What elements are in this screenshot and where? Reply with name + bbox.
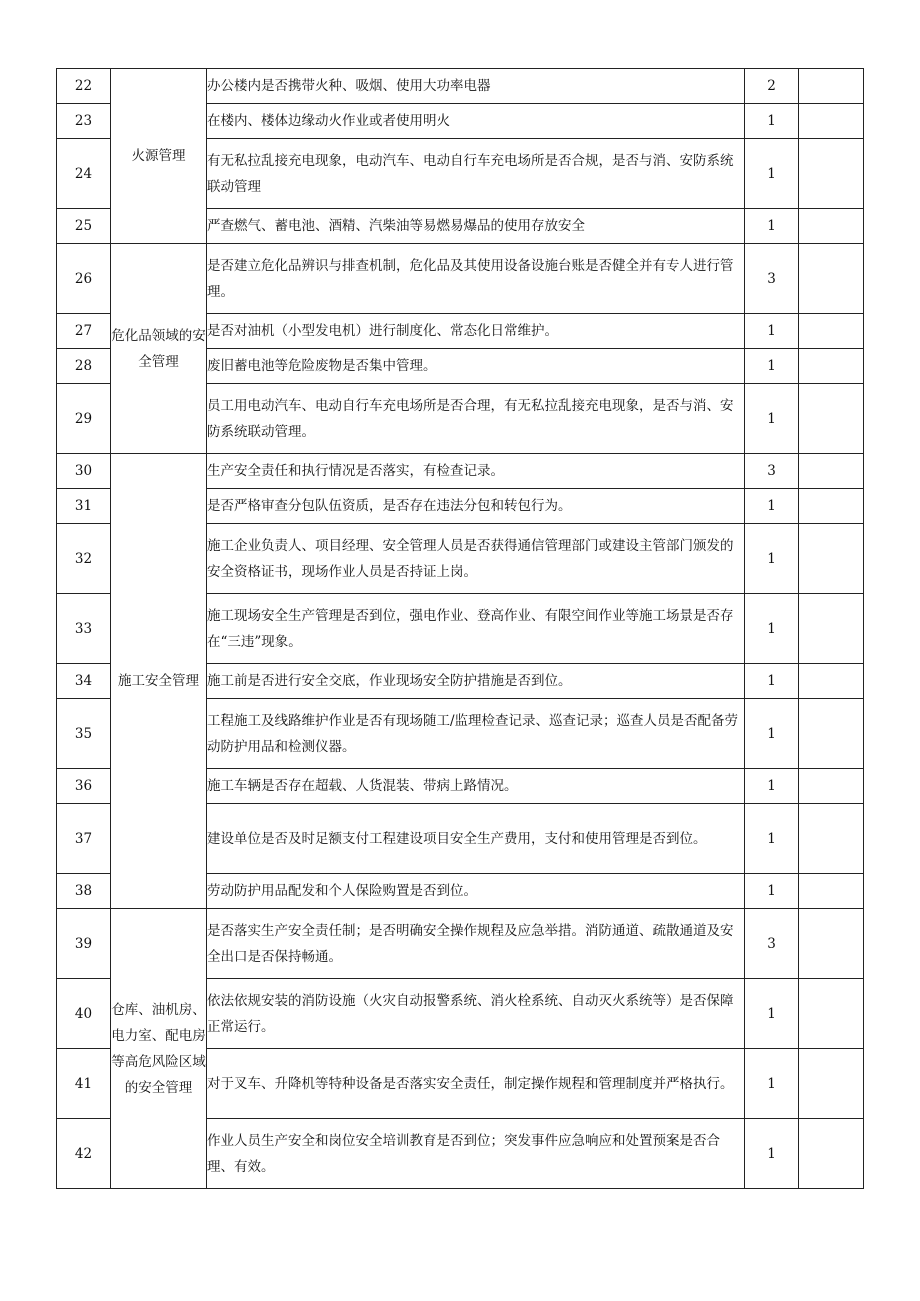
score-cell: 1 [745, 349, 799, 384]
score-cell: 3 [745, 244, 799, 314]
blank-cell [799, 104, 864, 139]
row-number: 25 [57, 209, 111, 244]
score-cell: 1 [745, 384, 799, 454]
check-item: 办公楼内是否携带火种、吸烟、使用大功率电器 [207, 69, 745, 104]
check-item: 施工车辆是否存在超载、人货混装、带病上路情况。 [207, 769, 745, 804]
row-number: 41 [57, 1049, 111, 1119]
category-cell: 危化品领域的安全管理 [111, 244, 207, 454]
blank-cell [799, 769, 864, 804]
blank-cell [799, 979, 864, 1049]
row-number: 34 [57, 664, 111, 699]
check-item: 施工企业负责人、项目经理、安全管理人员是否获得通信管理部门或建设主管部门颁发的安全资格证书，现场作业人员是否持证上岗。 [207, 524, 745, 594]
score-cell: 3 [745, 909, 799, 979]
blank-cell [799, 209, 864, 244]
category-cell: 火源管理 [111, 69, 207, 244]
score-cell: 1 [745, 874, 799, 909]
row-number: 38 [57, 874, 111, 909]
blank-cell [799, 349, 864, 384]
row-number: 32 [57, 524, 111, 594]
check-item: 员工用电动汽车、电动自行车充电场所是否合理，有无私拉乱接充电现象，是否与消、安防系统联动管理。 [207, 384, 745, 454]
table-row [57, 69, 864, 104]
row-number: 22 [57, 69, 111, 104]
row-number: 29 [57, 384, 111, 454]
row-number: 31 [57, 489, 111, 524]
blank-cell [799, 804, 864, 874]
check-item: 有无私拉乱接充电现象，电动汽车、电动自行车充电场所是否合规，是否与消、安防系统联动管理 [207, 139, 745, 209]
safety-checklist-table [56, 68, 864, 1189]
blank-cell [799, 524, 864, 594]
blank-cell [799, 1049, 864, 1119]
blank-cell [799, 489, 864, 524]
check-item: 作业人员生产安全和岗位安全培训教育是否到位；突发事件应急响应和处置预案是否合理、有效。 [207, 1119, 745, 1189]
check-item: 是否落实生产安全责任制；是否明确安全操作规程及应急举措。消防通道、疏散通道及安全出口是否保持畅通。 [207, 909, 745, 979]
check-item: 工程施工及线路维护作业是否有现场随工/监理检查记录、巡查记录；巡查人员是否配备劳动防护用品和检测仪器。 [207, 699, 745, 769]
score-cell: 1 [745, 209, 799, 244]
row-number: 24 [57, 139, 111, 209]
check-item: 对于叉车、升降机等特种设备是否落实安全责任，制定操作规程和管理制度并严格执行。 [207, 1049, 745, 1119]
category-cell: 施工安全管理 [111, 454, 207, 909]
score-cell: 1 [745, 104, 799, 139]
blank-cell [799, 664, 864, 699]
score-cell: 1 [745, 699, 799, 769]
check-item: 严查燃气、蓄电池、酒精、汽柴油等易燃易爆品的使用存放安全 [207, 209, 745, 244]
row-number: 39 [57, 909, 111, 979]
check-item: 施工现场安全生产管理是否到位，强电作业、登高作业、有限空间作业等施工场景是否存在“三违”现象。 [207, 594, 745, 664]
row-number: 37 [57, 804, 111, 874]
check-item: 废旧蓄电池等危险废物是否集中管理。 [207, 349, 745, 384]
score-cell: 1 [745, 1049, 799, 1119]
check-item: 依法依规安装的消防设施（火灾自动报警系统、消火栓系统、自动灭火系统等）是否保障正常运行。 [207, 979, 745, 1049]
row-number: 36 [57, 769, 111, 804]
blank-cell [799, 384, 864, 454]
blank-cell [799, 454, 864, 489]
blank-cell [799, 909, 864, 979]
check-item: 在楼内、楼体边缘动火作业或者使用明火 [207, 104, 745, 139]
blank-cell [799, 244, 864, 314]
row-number: 40 [57, 979, 111, 1049]
score-cell: 1 [745, 664, 799, 699]
blank-cell [799, 69, 864, 104]
row-number: 28 [57, 349, 111, 384]
table-row [57, 454, 864, 489]
score-cell: 1 [745, 594, 799, 664]
row-number: 27 [57, 314, 111, 349]
check-item: 是否对油机（小型发电机）进行制度化、常态化日常维护。 [207, 314, 745, 349]
blank-cell [799, 1119, 864, 1189]
row-number: 33 [57, 594, 111, 664]
row-number: 35 [57, 699, 111, 769]
blank-cell [799, 139, 864, 209]
row-number: 26 [57, 244, 111, 314]
check-item: 建设单位是否及时足额支付工程建设项目安全生产费用，支付和使用管理是否到位。 [207, 804, 745, 874]
check-item: 是否严格审查分包队伍资质，是否存在违法分包和转包行为。 [207, 489, 745, 524]
check-item: 施工前是否进行安全交底，作业现场安全防护措施是否到位。 [207, 664, 745, 699]
score-cell: 2 [745, 69, 799, 104]
check-item: 劳动防护用品配发和个人保险购置是否到位。 [207, 874, 745, 909]
score-cell: 1 [745, 1119, 799, 1189]
table-row [57, 909, 864, 979]
row-number: 42 [57, 1119, 111, 1189]
score-cell: 1 [745, 314, 799, 349]
row-number: 23 [57, 104, 111, 139]
blank-cell [799, 699, 864, 769]
row-number: 30 [57, 454, 111, 489]
score-cell: 1 [745, 524, 799, 594]
blank-cell [799, 594, 864, 664]
score-cell: 1 [745, 139, 799, 209]
check-item: 生产安全责任和执行情况是否落实，有检查记录。 [207, 454, 745, 489]
score-cell: 1 [745, 979, 799, 1049]
score-cell: 3 [745, 454, 799, 489]
score-cell: 1 [745, 489, 799, 524]
score-cell: 1 [745, 769, 799, 804]
category-cell: 仓库、油机房、电力室、配电房等高危风险区域的安全管理 [111, 909, 207, 1189]
score-cell: 1 [745, 804, 799, 874]
blank-cell [799, 314, 864, 349]
blank-cell [799, 874, 864, 909]
check-item: 是否建立危化品辨识与排查机制，危化品及其使用设备设施台账是否健全并有专人进行管理。 [207, 244, 745, 314]
table-row [57, 244, 864, 314]
